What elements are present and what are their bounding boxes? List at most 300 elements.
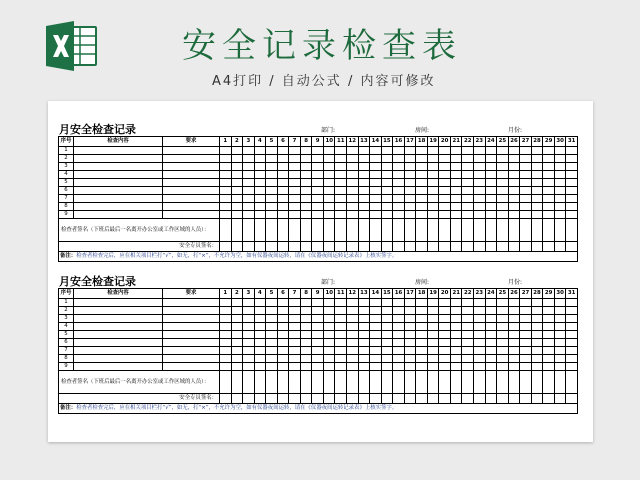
day-cell[interactable]: [231, 211, 243, 219]
day-cell[interactable]: [554, 155, 566, 163]
day-cell[interactable]: [335, 315, 347, 323]
day-cell[interactable]: [416, 155, 428, 163]
day-cell[interactable]: [508, 195, 520, 203]
day-cell[interactable]: [543, 355, 555, 363]
signature-cell[interactable]: [289, 371, 301, 394]
signature-cell[interactable]: [231, 242, 243, 252]
day-cell[interactable]: [393, 163, 405, 171]
day-cell[interactable]: [427, 195, 439, 203]
day-cell[interactable]: [289, 299, 301, 307]
day-cell[interactable]: [220, 347, 232, 355]
day-cell[interactable]: [404, 179, 416, 187]
signature-cell[interactable]: [427, 242, 439, 252]
day-cell[interactable]: [300, 179, 312, 187]
day-cell[interactable]: [474, 315, 486, 323]
day-cell[interactable]: [323, 331, 335, 339]
day-cell[interactable]: [323, 339, 335, 347]
day-cell[interactable]: [485, 323, 497, 331]
day-cell[interactable]: [370, 299, 382, 307]
signature-cell[interactable]: [439, 242, 451, 252]
signature-cell[interactable]: [416, 242, 428, 252]
day-cell[interactable]: [543, 203, 555, 211]
signature-cell[interactable]: [439, 394, 451, 404]
day-cell[interactable]: [450, 179, 462, 187]
day-cell[interactable]: [474, 339, 486, 347]
signature-cell[interactable]: [277, 394, 289, 404]
day-cell[interactable]: [231, 315, 243, 323]
day-cell[interactable]: [520, 323, 532, 331]
day-cell[interactable]: [462, 355, 474, 363]
day-cell[interactable]: [474, 355, 486, 363]
day-cell[interactable]: [254, 163, 266, 171]
signature-cell[interactable]: [312, 219, 324, 242]
day-cell[interactable]: [462, 155, 474, 163]
signature-cell[interactable]: [335, 394, 347, 404]
signature-cell[interactable]: [393, 242, 405, 252]
day-cell[interactable]: [393, 315, 405, 323]
day-cell[interactable]: [531, 203, 543, 211]
day-cell[interactable]: [543, 187, 555, 195]
day-cell[interactable]: [254, 195, 266, 203]
day-cell[interactable]: [531, 355, 543, 363]
day-cell[interactable]: [370, 179, 382, 187]
day-cell[interactable]: [554, 307, 566, 315]
day-cell[interactable]: [243, 211, 255, 219]
day-cell[interactable]: [220, 355, 232, 363]
day-cell[interactable]: [347, 147, 359, 155]
day-cell[interactable]: [416, 355, 428, 363]
day-cell[interactable]: [566, 315, 578, 323]
day-cell[interactable]: [381, 203, 393, 211]
content-cell[interactable]: [74, 307, 163, 315]
day-cell[interactable]: [554, 315, 566, 323]
day-cell[interactable]: [416, 163, 428, 171]
day-cell[interactable]: [427, 307, 439, 315]
day-cell[interactable]: [370, 347, 382, 355]
day-cell[interactable]: [266, 147, 278, 155]
day-cell[interactable]: [404, 363, 416, 371]
day-cell[interactable]: [485, 171, 497, 179]
signature-cell[interactable]: [543, 219, 555, 242]
signature-cell[interactable]: [531, 219, 543, 242]
day-cell[interactable]: [497, 187, 509, 195]
day-cell[interactable]: [566, 323, 578, 331]
day-cell[interactable]: [439, 347, 451, 355]
day-cell[interactable]: [554, 323, 566, 331]
day-cell[interactable]: [231, 147, 243, 155]
day-cell[interactable]: [243, 307, 255, 315]
day-cell[interactable]: [277, 171, 289, 179]
day-cell[interactable]: [485, 211, 497, 219]
day-cell[interactable]: [243, 187, 255, 195]
day-cell[interactable]: [450, 307, 462, 315]
day-cell[interactable]: [485, 147, 497, 155]
day-cell[interactable]: [566, 347, 578, 355]
day-cell[interactable]: [439, 355, 451, 363]
signature-cell[interactable]: [335, 242, 347, 252]
day-cell[interactable]: [439, 203, 451, 211]
day-cell[interactable]: [566, 171, 578, 179]
day-cell[interactable]: [566, 187, 578, 195]
signature-cell[interactable]: [462, 242, 474, 252]
day-cell[interactable]: [531, 347, 543, 355]
day-cell[interactable]: [231, 339, 243, 347]
day-cell[interactable]: [427, 323, 439, 331]
day-cell[interactable]: [289, 171, 301, 179]
day-cell[interactable]: [566, 331, 578, 339]
day-cell[interactable]: [335, 347, 347, 355]
day-cell[interactable]: [220, 315, 232, 323]
day-cell[interactable]: [220, 211, 232, 219]
day-cell[interactable]: [427, 147, 439, 155]
day-cell[interactable]: [508, 203, 520, 211]
requirement-cell[interactable]: [163, 171, 220, 179]
day-cell[interactable]: [531, 299, 543, 307]
content-cell[interactable]: [74, 195, 163, 203]
day-cell[interactable]: [497, 347, 509, 355]
day-cell[interactable]: [439, 171, 451, 179]
day-cell[interactable]: [416, 331, 428, 339]
day-cell[interactable]: [474, 331, 486, 339]
day-cell[interactable]: [439, 363, 451, 371]
day-cell[interactable]: [404, 155, 416, 163]
signature-cell[interactable]: [485, 219, 497, 242]
signature-cell[interactable]: [543, 371, 555, 394]
day-cell[interactable]: [358, 147, 370, 155]
day-cell[interactable]: [393, 147, 405, 155]
day-cell[interactable]: [243, 155, 255, 163]
day-cell[interactable]: [566, 299, 578, 307]
day-cell[interactable]: [393, 203, 405, 211]
signature-cell[interactable]: [231, 219, 243, 242]
day-cell[interactable]: [427, 315, 439, 323]
day-cell[interactable]: [497, 299, 509, 307]
day-cell[interactable]: [543, 315, 555, 323]
day-cell[interactable]: [358, 339, 370, 347]
day-cell[interactable]: [508, 155, 520, 163]
day-cell[interactable]: [474, 363, 486, 371]
day-cell[interactable]: [485, 331, 497, 339]
day-cell[interactable]: [358, 331, 370, 339]
day-cell[interactable]: [323, 299, 335, 307]
signature-cell[interactable]: [312, 394, 324, 404]
day-cell[interactable]: [381, 187, 393, 195]
day-cell[interactable]: [277, 179, 289, 187]
day-cell[interactable]: [323, 307, 335, 315]
day-cell[interactable]: [370, 203, 382, 211]
day-cell[interactable]: [485, 203, 497, 211]
signature-cell[interactable]: [381, 371, 393, 394]
day-cell[interactable]: [300, 203, 312, 211]
signature-cell[interactable]: [323, 242, 335, 252]
day-cell[interactable]: [266, 315, 278, 323]
day-cell[interactable]: [266, 355, 278, 363]
day-cell[interactable]: [243, 203, 255, 211]
day-cell[interactable]: [220, 331, 232, 339]
content-cell[interactable]: [74, 339, 163, 347]
day-cell[interactable]: [220, 163, 232, 171]
day-cell[interactable]: [220, 195, 232, 203]
day-cell[interactable]: [254, 203, 266, 211]
day-cell[interactable]: [450, 339, 462, 347]
day-cell[interactable]: [393, 363, 405, 371]
day-cell[interactable]: [566, 155, 578, 163]
day-cell[interactable]: [427, 163, 439, 171]
signature-cell[interactable]: [520, 219, 532, 242]
day-cell[interactable]: [531, 147, 543, 155]
day-cell[interactable]: [323, 187, 335, 195]
day-cell[interactable]: [462, 307, 474, 315]
day-cell[interactable]: [277, 187, 289, 195]
day-cell[interactable]: [266, 179, 278, 187]
signature-cell[interactable]: [439, 219, 451, 242]
signature-cell[interactable]: [416, 394, 428, 404]
signature-cell[interactable]: [370, 371, 382, 394]
day-cell[interactable]: [277, 155, 289, 163]
content-cell[interactable]: [74, 203, 163, 211]
day-cell[interactable]: [485, 307, 497, 315]
day-cell[interactable]: [474, 155, 486, 163]
day-cell[interactable]: [347, 211, 359, 219]
day-cell[interactable]: [439, 179, 451, 187]
day-cell[interactable]: [300, 315, 312, 323]
signature-cell[interactable]: [497, 219, 509, 242]
signature-cell[interactable]: [289, 394, 301, 404]
day-cell[interactable]: [543, 195, 555, 203]
day-cell[interactable]: [531, 331, 543, 339]
day-cell[interactable]: [416, 347, 428, 355]
signature-cell[interactable]: [520, 394, 532, 404]
signature-cell[interactable]: [404, 219, 416, 242]
day-cell[interactable]: [277, 323, 289, 331]
day-cell[interactable]: [393, 347, 405, 355]
day-cell[interactable]: [427, 203, 439, 211]
day-cell[interactable]: [416, 339, 428, 347]
signature-cell[interactable]: [450, 242, 462, 252]
signature-cell[interactable]: [323, 371, 335, 394]
signature-cell[interactable]: [474, 242, 486, 252]
day-cell[interactable]: [543, 307, 555, 315]
day-cell[interactable]: [404, 331, 416, 339]
day-cell[interactable]: [381, 299, 393, 307]
day-cell[interactable]: [462, 203, 474, 211]
day-cell[interactable]: [243, 163, 255, 171]
day-cell[interactable]: [370, 187, 382, 195]
day-cell[interactable]: [439, 339, 451, 347]
day-cell[interactable]: [266, 195, 278, 203]
day-cell[interactable]: [277, 307, 289, 315]
day-cell[interactable]: [358, 171, 370, 179]
day-cell[interactable]: [312, 355, 324, 363]
day-cell[interactable]: [462, 315, 474, 323]
signature-cell[interactable]: [554, 394, 566, 404]
day-cell[interactable]: [508, 163, 520, 171]
day-cell[interactable]: [450, 315, 462, 323]
day-cell[interactable]: [497, 363, 509, 371]
day-cell[interactable]: [300, 355, 312, 363]
day-cell[interactable]: [370, 211, 382, 219]
day-cell[interactable]: [254, 323, 266, 331]
signature-cell[interactable]: [347, 219, 359, 242]
day-cell[interactable]: [347, 339, 359, 347]
day-cell[interactable]: [347, 163, 359, 171]
day-cell[interactable]: [497, 203, 509, 211]
content-cell[interactable]: [74, 315, 163, 323]
day-cell[interactable]: [312, 195, 324, 203]
day-cell[interactable]: [370, 163, 382, 171]
day-cell[interactable]: [427, 211, 439, 219]
day-cell[interactable]: [300, 347, 312, 355]
signature-cell[interactable]: [347, 371, 359, 394]
day-cell[interactable]: [474, 347, 486, 355]
day-cell[interactable]: [323, 323, 335, 331]
day-cell[interactable]: [450, 363, 462, 371]
day-cell[interactable]: [508, 339, 520, 347]
content-cell[interactable]: [74, 323, 163, 331]
signature-cell[interactable]: [450, 371, 462, 394]
signature-cell[interactable]: [416, 219, 428, 242]
signature-cell[interactable]: [312, 371, 324, 394]
signature-cell[interactable]: [450, 219, 462, 242]
day-cell[interactable]: [220, 323, 232, 331]
day-cell[interactable]: [312, 315, 324, 323]
signature-cell[interactable]: [404, 242, 416, 252]
day-cell[interactable]: [347, 323, 359, 331]
day-cell[interactable]: [289, 203, 301, 211]
content-cell[interactable]: [74, 179, 163, 187]
day-cell[interactable]: [358, 355, 370, 363]
day-cell[interactable]: [381, 195, 393, 203]
day-cell[interactable]: [243, 195, 255, 203]
day-cell[interactable]: [254, 355, 266, 363]
day-cell[interactable]: [300, 363, 312, 371]
day-cell[interactable]: [277, 363, 289, 371]
day-cell[interactable]: [231, 331, 243, 339]
day-cell[interactable]: [220, 147, 232, 155]
day-cell[interactable]: [508, 147, 520, 155]
day-cell[interactable]: [289, 147, 301, 155]
signature-cell[interactable]: [335, 371, 347, 394]
day-cell[interactable]: [277, 163, 289, 171]
signature-cell[interactable]: [416, 371, 428, 394]
day-cell[interactable]: [370, 355, 382, 363]
requirement-cell[interactable]: [163, 155, 220, 163]
content-cell[interactable]: [74, 355, 163, 363]
day-cell[interactable]: [335, 163, 347, 171]
signature-cell[interactable]: [220, 371, 232, 394]
day-cell[interactable]: [335, 155, 347, 163]
day-cell[interactable]: [381, 315, 393, 323]
day-cell[interactable]: [289, 315, 301, 323]
day-cell[interactable]: [277, 347, 289, 355]
signature-cell[interactable]: [277, 371, 289, 394]
signature-cell[interactable]: [277, 242, 289, 252]
day-cell[interactable]: [335, 363, 347, 371]
day-cell[interactable]: [543, 179, 555, 187]
day-cell[interactable]: [300, 163, 312, 171]
day-cell[interactable]: [520, 363, 532, 371]
signature-cell[interactable]: [347, 242, 359, 252]
day-cell[interactable]: [220, 299, 232, 307]
day-cell[interactable]: [335, 323, 347, 331]
day-cell[interactable]: [277, 315, 289, 323]
day-cell[interactable]: [439, 163, 451, 171]
signature-cell[interactable]: [474, 371, 486, 394]
day-cell[interactable]: [531, 323, 543, 331]
day-cell[interactable]: [381, 339, 393, 347]
day-cell[interactable]: [427, 331, 439, 339]
day-cell[interactable]: [474, 323, 486, 331]
day-cell[interactable]: [439, 315, 451, 323]
day-cell[interactable]: [243, 315, 255, 323]
day-cell[interactable]: [277, 195, 289, 203]
day-cell[interactable]: [543, 171, 555, 179]
day-cell[interactable]: [358, 203, 370, 211]
day-cell[interactable]: [266, 339, 278, 347]
requirement-cell[interactable]: [163, 203, 220, 211]
day-cell[interactable]: [520, 171, 532, 179]
day-cell[interactable]: [497, 331, 509, 339]
day-cell[interactable]: [277, 299, 289, 307]
requirement-cell[interactable]: [163, 147, 220, 155]
day-cell[interactable]: [289, 363, 301, 371]
day-cell[interactable]: [554, 147, 566, 155]
day-cell[interactable]: [520, 163, 532, 171]
signature-cell[interactable]: [427, 394, 439, 404]
day-cell[interactable]: [254, 171, 266, 179]
day-cell[interactable]: [543, 155, 555, 163]
day-cell[interactable]: [312, 171, 324, 179]
day-cell[interactable]: [520, 211, 532, 219]
day-cell[interactable]: [300, 331, 312, 339]
day-cell[interactable]: [416, 203, 428, 211]
day-cell[interactable]: [254, 331, 266, 339]
day-cell[interactable]: [416, 307, 428, 315]
day-cell[interactable]: [243, 171, 255, 179]
day-cell[interactable]: [243, 339, 255, 347]
day-cell[interactable]: [474, 147, 486, 155]
day-cell[interactable]: [358, 323, 370, 331]
day-cell[interactable]: [266, 203, 278, 211]
day-cell[interactable]: [312, 323, 324, 331]
signature-cell[interactable]: [566, 394, 578, 404]
day-cell[interactable]: [554, 203, 566, 211]
day-cell[interactable]: [485, 315, 497, 323]
day-cell[interactable]: [300, 147, 312, 155]
signature-cell[interactable]: [427, 219, 439, 242]
day-cell[interactable]: [381, 355, 393, 363]
requirement-cell[interactable]: [163, 315, 220, 323]
signature-cell[interactable]: [220, 394, 232, 404]
content-cell[interactable]: [74, 347, 163, 355]
day-cell[interactable]: [450, 347, 462, 355]
signature-cell[interactable]: [554, 219, 566, 242]
day-cell[interactable]: [335, 179, 347, 187]
day-cell[interactable]: [450, 211, 462, 219]
day-cell[interactable]: [474, 299, 486, 307]
requirement-cell[interactable]: [163, 299, 220, 307]
day-cell[interactable]: [404, 323, 416, 331]
day-cell[interactable]: [277, 339, 289, 347]
day-cell[interactable]: [243, 363, 255, 371]
day-cell[interactable]: [370, 331, 382, 339]
day-cell[interactable]: [474, 171, 486, 179]
day-cell[interactable]: [347, 195, 359, 203]
day-cell[interactable]: [497, 155, 509, 163]
day-cell[interactable]: [381, 163, 393, 171]
signature-cell[interactable]: [497, 394, 509, 404]
day-cell[interactable]: [450, 331, 462, 339]
